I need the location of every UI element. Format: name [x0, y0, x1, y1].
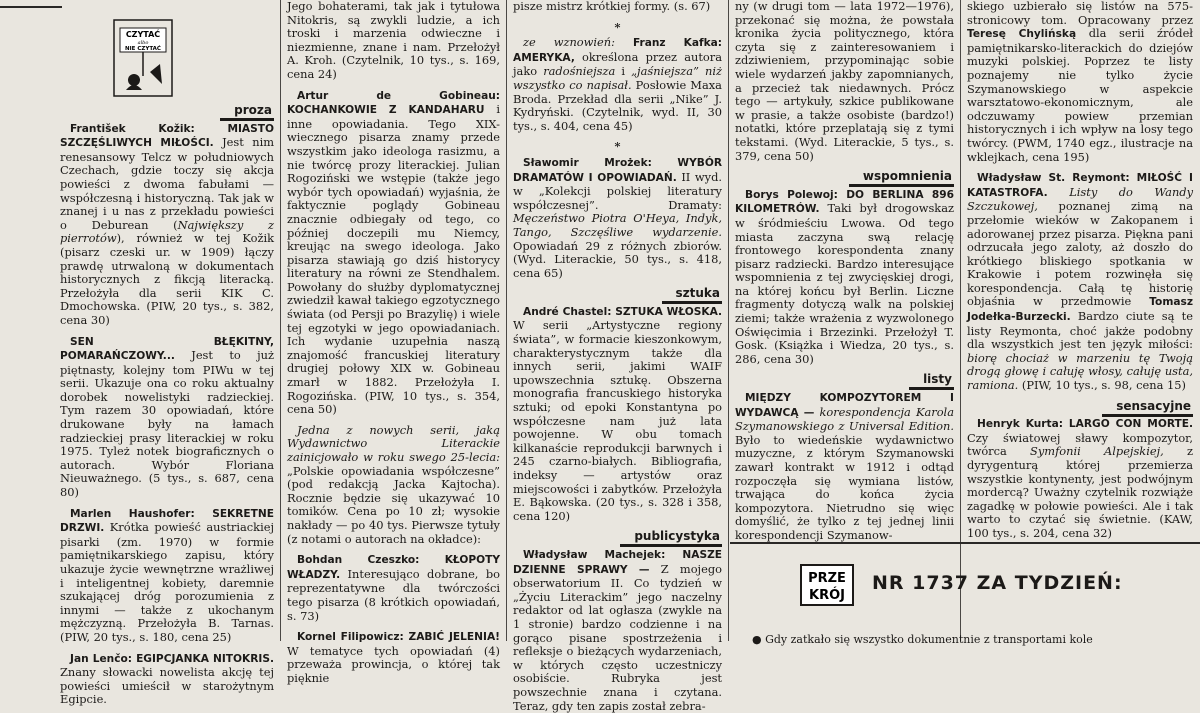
- section-heading-sztuka: sztuka: [513, 287, 722, 301]
- column-rule: [280, 0, 281, 641]
- section-heading-proza: proza: [60, 104, 274, 118]
- review-szymanowski-cont: skiego uzbierało się listów na 575-stronicowy tom. Opracowany przez Teresę Chylińską dla serii źródeł pamiętnikarsko-literackich do dziejów muzyki polskiej. Poprzez te listy poznajemy nie tylko życie Szymanowskiego w aspekcie warsztatowo-ekonomicznym, ale odczuwamy powiew przemian historycznych i ich wpływ na losy tego twórcy. (PWM, 1740 egz., ilustracje na wklejkach, cena 195): [967, 0, 1193, 164]
- review-kozik: František Kožik: MIASTO SZCZĘŚLIWYCH MIŁOŚCI. Jest nim renesansowy Telcz w południowych Czechach, gdzie toczy się akcja powieści z dwoma fabułami — współczesną i historyczną. Tak jak w znanej i u nas z przekładu powieści o Deburean (Największy z pierrotów), również w tej Kožik (pisarz czeski ur. w 1909) łączy prawdę utrwaloną w dokumentach historycznych z fikcją literacką. Przełożyła dla serii KIK C. Dmochowska. (PIW, 20 tys., s. 382, cena 30): [60, 122, 275, 327]
- column-rule: [506, 0, 507, 641]
- review-chastel: André Chastel: SZTUKA WŁOSKA. W serii „Artystyczne regiony świata”, w formacie kieszonkowym, charakterystycznym także dla innych serii, jakimi WAIF upowszechnia sztukę. Obszerna monografia francuskiego historyka sztuki; od epoki Konstantyna po współczesne nam już lata powojenne. W obu tomach kilkanaście reprodukcji barwnych i 245 czarno-białych. Bibliografia, indeksy — artystów oraz miejscowości i zabytków. Przełożyła E. Bąkowska. (20 tys., s. 328 i 358, cena 120): [513, 305, 723, 523]
- column-rule: [728, 0, 729, 641]
- review-szymanowski: MIĘDZY KOMPOZYTOREM I WYDAWCĄ — korespondencja Karola Szymanowskiego z Universal Edition. Było to wiedeńskie wydawnictwo muzyczne, z którym Szymanowski zawarł kontrakt w 1912 i odtąd rozpoczęła się wymiana listów, trwająca do końca życia kompozytora. Nietrudno się więc domyślić, że tylko z tej jednej linii korespondencji Szymanow-: [735, 392, 954, 542]
- review-filipowicz: Kornel Filipowicz: ZABIĆ JELENIA! W tematyce tych opowiadań (4) przeważa prowincja, o której tak pięknie: [287, 631, 500, 685]
- section-heading-wspomnienia: wspomnienia: [735, 170, 954, 184]
- review-sen-blekitny: SEN BŁĘKITNY, POMARAŃCZOWY... Jest to już piętnasty, kolejny tom PIWu w tej serii. Ukazuje ona co roku aktualny dorobek nowelistyki radzieckiej. Tym razem 30 opowiadań, które drukowane były na łamach radzieckiej prasy literackiej w roku 1975. Tyleż notek biograficznych o autorach. Wybór Floriana Nieuważnego. (5 tys., s. 687, cena 80): [60, 335, 275, 500]
- review-machejek-cont: ny (w drugi tom — lata 1972—1976), przekonać się można, że powstała kronika życia politycznego, która czyta się z zainteresowaniem i zdziwieniem, przypominając sobie wiele wydarzeń jakby zapomnianych, a przecież tak niedawnych. Prócz tego — artykuły, szkice publikowane w prasie, a także osobiste (bardzo!) notatki, które przeplatają się z tymi tekstami. (Wyd. Literackie, 5 tys., s. 379, cena 50): [735, 0, 954, 163]
- box-top-rule: [730, 542, 1200, 544]
- section-heading-listy: listy: [735, 373, 954, 387]
- review-reymont: Władysław St. Reymont: MIŁOŚĆ I KATASTROFA. Listy do Wandy Szczukowej, poznanej zimą na przełomie wieków w Zakopanem i adorowanej przez pisarza. Piękna pani odrzucała jego zaloty, aż doszło do krótkiego bliskiego spotkania w Krakowie i potem rozwinęła się korespondencja. Całą tę historię objaśnia w przedmowie Tomasz Jodełka-Burzecki. Bardzo ciute są te listy Reymonta, choć jakże podobny dla wszystkich jest ten język miłości: biorę chociaż w marzeniu tę Twoją drogą głowę i całuję włosy, całuję usta, ramiona. (PIW, 10 tys., s. 98, cena 15): [967, 172, 1194, 393]
- separator-star: *: [614, 139, 621, 154]
- svg-text:PRZE: PRZE: [808, 571, 846, 586]
- svg-text:KRÓJ: KRÓJ: [809, 588, 845, 603]
- svg-text:albo: albo: [137, 40, 149, 46]
- next-issue-box: [730, 536, 1200, 646]
- section-heading-publicystyka: publicystyka: [513, 530, 722, 544]
- next-issue-title: NR 1737 ZA TYDZIEŃ:: [872, 572, 1123, 594]
- review-gobineau: Artur de Gobineau: KOCHANKOWIE Z KANDAHARU i inne opowiadania. Tego XIX-wiecznego pisarza znamy przede wszystkim jako ideologa rasizmu, a nie twórcę prozy literackiej. Julian Rogoziński we wstępie (także jego wybór tych opowiadań) wyjaśnia, że faktycznie poglądy Gobineau znacznie odbiegały od tego, co później doczepili mu Niemcy, kreując na swego ideologa. Jako pisarza stawiają go dziś historycy literatury na równi ze Stendhalem. Powołany do służby dyplomatycznej zwiedził kawał takiego egzotycznego świata (od Persji po Brazylię) i wiele tej egzotyki w jego opowiadaniach. Ich wydanie uzupełnia naszą znajomość francuskiej literatury drugiej połowy XIX w. Gobineau zmarł w 1882. Przełożyła I. Rogozińska. (PIW, 10 tys., s. 354, cena 50): [287, 89, 500, 417]
- review-polewoj: Borys Polewoj: DO BERLINA 896 KILOMETRÓW. Taki był drogowskaz w śródmieściu Lwowa. Od tego miasta zaczyna swą relację frontowego korespondenta znany pisarz radziecki. Bardzo interesujące wspomnienia z tej zwycięskiej drogi, na której końcu był Berlin. Liczne fragmenty dotyczą walk na polskiej ziemi; także wrażenia z wyzwolonego Oświęcimia i Brzezinki. Przełożył T. Gosk. (Książka i Wiedza, 20 tys., s. 286, cena 30): [735, 188, 954, 366]
- column-1: [60, 0, 275, 707]
- series-note: Jedna z nowych serii, jaką Wydawnictwo Literackie zainicjowało w roku swego 25-lecia: „Polskie opowiadania współczesne” (pod redakcją Jacka Kajtocha). Rocznie będzie się ukazywać 10 tomików. Cena po 10 zł; wysokie nakłady — po 40 tys. Pierwsze tytuły (z notami o autorach na okładce):: [287, 422, 500, 546]
- svg-text:NIE CZYTAĆ: NIE CZYTAĆ: [125, 46, 161, 52]
- review-lenco-cont: Jego bohaterami, tak jak i tytułowa Nitokris, są zwykli ludzie, a ich troski i marzenia odwieczne i niezmienne, znane i nam. Przełożył A. Kroh. (Czytelnik, 10 tys., s. 169, cena 24): [287, 0, 500, 81]
- review-kurta: Henryk Kurta: LARGO CON MORTE. Czy światowej sławy kompozytor, twórca Symfonii Alpejskiej, z dyrygenturą której przemierza wszystkie kontynenty, jest podwójnym mordercą? Uważny czytelnik rozwiąże zagadkę w połowie powieści. Ale i tak warto to czytać się świetnie. (KAW, 100 tys., s. 204, cena 32): [967, 418, 1193, 540]
- column-2: [287, 0, 501, 685]
- review-czeszko: Bohdan Czeszko: KŁOPOTY WŁADZY. Interesująco dobrane, bo reprezentatywne dla twórczości tego pisarza (8 krótkich opowiadań, s. 73): [287, 554, 501, 623]
- review-filipowicz-cont: pisze mistrz krótkiej formy. (s. 67): [513, 0, 711, 13]
- next-issue-teaser: ● Gdy zatkało się wszystko dokumentnie z transportami kole: [752, 633, 1093, 646]
- separator-star: *: [614, 19, 621, 34]
- top-rule: [0, 6, 62, 8]
- review-haushofer: Marlen Haushofer: SEKRETNE DRZWI. Krótka powieść austriackiej pisarki (zm. 1970) w formie pamiętnikarskiego zapisu, który ukazuje życie wewnętrzne wrażliwej i inteligentnej kobiety, daremnie szukającej dróg porozumienia z innymi — także z ukochanym mężczyzną. Przełożyła B. Tarnas. (PIW, 20 tys., s. 180, cena 25): [60, 507, 274, 644]
- review-machejek: Władysław Machejek: NASZE DZIENNE SPRAWY — Z mojego obserwatorium II. Co tydzień w „Życiu Literackim” jego naczelny redaktor od lat ogłasza (zwykle na 1 stronie) bardzo codzienne i na gorąco pisane spostrzeżenia i refleksje o bieżących wydarzeniach, w których często uczestniczy osobiście. Rubryka jest powszechnie znana i czytana. Teraz, gdy ten zapis został zebra-: [513, 548, 722, 713]
- section-heading-sensacyjne: sensacyjne: [967, 400, 1193, 414]
- svg-text:CZYTAĆ: CZYTAĆ: [125, 30, 161, 39]
- review-kafka: ze wznowień: Franz Kafka: AMERYKA, określona przez autora jako radośniejsza i „jaśniejsza” niż wszystko co napisał. Posłowie Maxa Broda. Przekład dla serii „Nike” J. Kydryński. (Czytelnik, wyd. II, 30 tys., s. 404, cena 45): [513, 35, 723, 133]
- review-lenco: Jan Lenčo: EGIPCJANKA NITOKRIS. Znany słowacki nowelista akcję tej powieści umieścił w starożytnym Egipcie.: [60, 652, 274, 707]
- przekroj-logo: [800, 564, 854, 606]
- column-5: [967, 0, 1194, 540]
- column-3: [513, 0, 723, 713]
- review-mrozek: Sławomir Mrożek: WYBÓR DRAMATÓW I OPOWIADAŃ. II wyd. w „Kolekcji polskiej literatury współczesnej”. Dramaty: Męczeństwo Piotra O'Heya, Indyk, Tango, Szczęśliwe wydarzenie. Opowiadań 29 z różnych zbiorów. (Wyd. Literackie, 50 tys., s. 418, cena 65): [513, 156, 722, 280]
